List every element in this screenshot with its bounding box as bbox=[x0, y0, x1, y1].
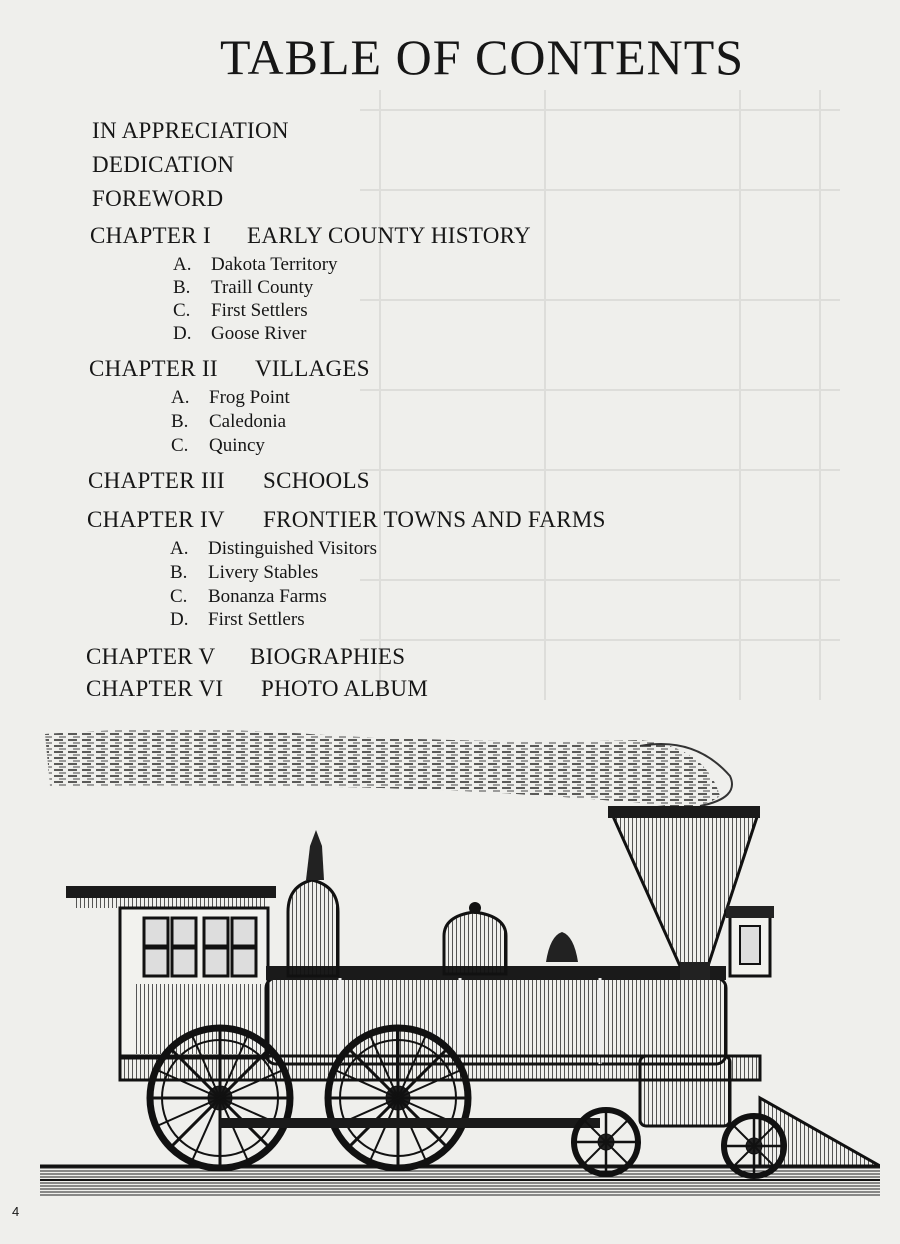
toc-section bbox=[173, 323, 307, 345]
page-number: 4 bbox=[12, 1204, 20, 1219]
section-letter: C. bbox=[171, 435, 189, 456]
toc-section bbox=[173, 300, 308, 322]
section-letter: A. bbox=[171, 387, 190, 408]
chapter-number: CHAPTER III bbox=[88, 468, 225, 493]
section-letter: C. bbox=[173, 300, 191, 321]
chapter-number: CHAPTER VI bbox=[86, 676, 224, 701]
section-title: Bonanza Farms bbox=[208, 586, 327, 607]
toc-section bbox=[170, 609, 305, 631]
steam-locomotive-icon bbox=[40, 726, 880, 1202]
toc-section bbox=[170, 562, 318, 584]
chapter-title: FRONTIER TOWNS AND FARMS bbox=[263, 507, 606, 532]
section-title: Traill County bbox=[211, 277, 314, 298]
section-title: Distinguished Visitors bbox=[208, 538, 377, 559]
toc-chapter-5 bbox=[86, 644, 405, 670]
chapter-title: EARLY COUNTY HISTORY bbox=[247, 223, 531, 248]
section-title: First Settlers bbox=[208, 609, 305, 630]
section-letter: D. bbox=[170, 609, 189, 630]
toc-chapter-4 bbox=[87, 507, 606, 533]
section-title: Caledonia bbox=[209, 411, 287, 432]
chapter-number: CHAPTER IV bbox=[87, 507, 225, 532]
chapter-title: SCHOOLS bbox=[263, 468, 370, 493]
toc-section bbox=[171, 435, 265, 457]
toc-section bbox=[171, 411, 286, 433]
toc-section bbox=[173, 277, 313, 299]
section-title: Dakota Territory bbox=[211, 254, 338, 275]
toc-chapter-3 bbox=[88, 468, 370, 494]
page-title: TABLE OF CONTENTS bbox=[220, 29, 745, 85]
toc-entry-foreword: FOREWORD bbox=[92, 186, 224, 211]
chapter-number: CHAPTER I bbox=[90, 223, 211, 248]
section-letter: B. bbox=[173, 277, 191, 298]
chapter-title: VILLAGES bbox=[255, 356, 370, 381]
section-letter: C. bbox=[170, 586, 188, 607]
section-title: First Settlers bbox=[211, 300, 308, 321]
toc-section bbox=[171, 387, 290, 409]
toc-chapter-1 bbox=[90, 223, 531, 249]
chapter-title: BIOGRAPHIES bbox=[250, 644, 406, 669]
toc-chapter-2 bbox=[89, 356, 370, 382]
section-title: Goose River bbox=[211, 323, 307, 344]
section-title: Livery Stables bbox=[208, 562, 319, 583]
toc-entry-dedication: DEDICATION bbox=[92, 152, 235, 177]
section-letter: B. bbox=[170, 562, 188, 583]
section-letter: B. bbox=[171, 411, 189, 432]
chapter-title: PHOTO ALBUM bbox=[261, 676, 429, 701]
section-letter: A. bbox=[173, 254, 192, 275]
toc-section bbox=[170, 538, 377, 560]
section-title: Frog Point bbox=[209, 387, 290, 408]
toc-section bbox=[170, 586, 327, 608]
toc-chapter-6 bbox=[86, 676, 428, 702]
section-title: Quincy bbox=[209, 435, 265, 456]
toc-section bbox=[173, 254, 338, 276]
section-letter: A. bbox=[170, 538, 189, 559]
toc-entry-appreciation: IN APPRECIATION bbox=[92, 118, 289, 143]
chapter-number: CHAPTER V bbox=[86, 644, 216, 669]
chapter-number: CHAPTER II bbox=[89, 356, 218, 381]
section-letter: D. bbox=[173, 323, 192, 344]
